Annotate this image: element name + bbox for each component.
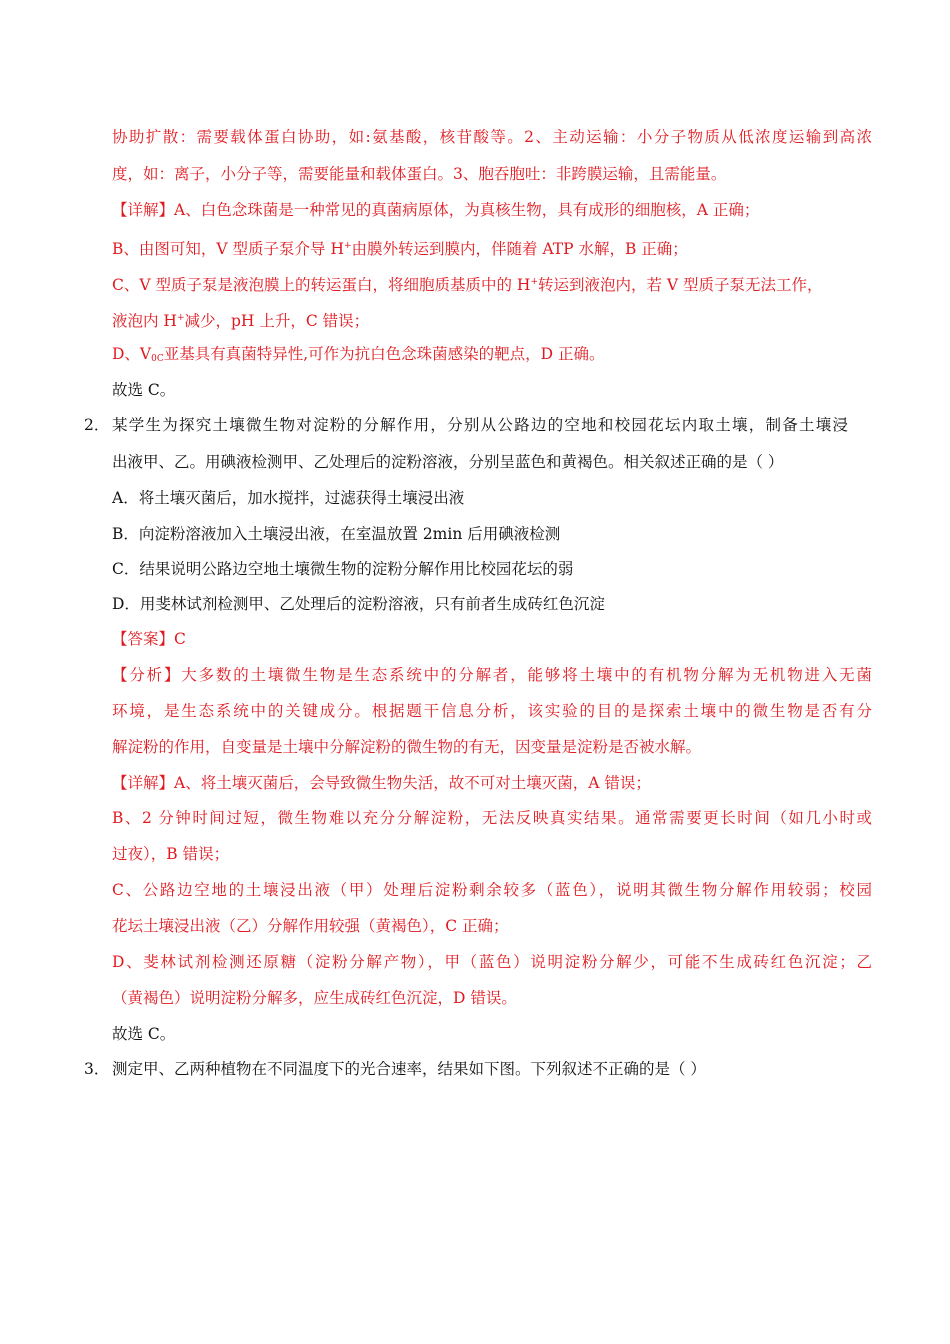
q2-option-c: C．结果说明公路边空地土壤微生物的淀粉分解作用比校园花坛的弱 xyxy=(112,560,574,578)
text-segment: B、由图可知，V 型质子泵介导 H xyxy=(112,240,344,258)
q1-analysis-line-2: 度，如：离子，小分子等，需要能量和载体蛋白。3、胞吞胞吐：非跨膜运输，且需能量。 xyxy=(112,165,727,183)
text-segment: 减少，pH 上升，C 错误； xyxy=(184,312,370,330)
text-segment: C、V 型质子泵是液泡膜上的转运蛋白，将细胞质基质中的 H xyxy=(112,276,531,294)
q1-detail-b xyxy=(112,234,872,261)
q3-stem-line-1: 测定甲、乙两种植物在不同温度下的光合速率，结果如下图。下列叙述不正确的是（ ） xyxy=(112,1060,706,1078)
q2-detail-b-line-1: B、2 分钟时间过短，微生物难以充分分解淀粉，无法反映真实结果。通常需要更长时间（如几小时或 xyxy=(112,809,872,827)
q3-number: 3． xyxy=(84,1060,110,1078)
q2-detail-d-line-2: （黄褐色）说明淀粉分解多，应生成砖红色沉淀，D 错误。 xyxy=(112,989,517,1007)
text-segment: 液泡内 H xyxy=(112,312,177,330)
q2-detail-b-line-2: 过夜），B 错误； xyxy=(112,845,230,863)
q1-conclusion: 故选 C。 xyxy=(112,381,176,399)
text-segment: D、V xyxy=(112,345,152,363)
text-segment: 转运到液泡内，若 V 型质子泵无法工作， xyxy=(537,276,823,294)
text-segment: 亚基具有真菌特异性,可作为抗白色念珠菌感染的靶点，D 正确。 xyxy=(163,345,605,363)
q2-option-b: B．向淀粉溶液加入土壤浸出液，在室温放置 2min 后用碘液检测 xyxy=(112,525,561,543)
subscript: 0C xyxy=(151,354,164,364)
q2-stem-line-1: 某学生为探究土壤微生物对淀粉的分解作用，分别从公路边的空地和校园花坛内取土壤，制备土壤浸 xyxy=(112,416,848,434)
q1-detail-c-line-2 xyxy=(112,306,872,333)
q2-detail-c-line-2: 花坛土壤浸出液（乙）分解作用较强（黄褐色），C 正确； xyxy=(112,917,509,935)
superscript: + xyxy=(530,277,538,287)
q2-conclusion: 故选 C。 xyxy=(112,1025,176,1043)
q2-stem-line-2: 出液甲、乙。用碘液检测甲、乙处理后的淀粉溶液，分别呈蓝色和黄褐色。相关叙述正确的是（ ） xyxy=(112,453,784,471)
q2-analysis-line-3: 解淀粉的作用，自变量是土壤中分解淀粉的微生物的有无，因变量是淀粉是否被水解。 xyxy=(112,738,702,756)
q1-detail-a: 【详解】A、白色念珠菌是一种常见的真菌病原体，为真核生物，具有成形的细胞核，A 正确； xyxy=(112,201,760,219)
q2-analysis-line-2: 环境，是生态系统中的关键成分。根据题干信息分析，该实验的目的是探索土壤中的微生物是否有分 xyxy=(112,702,872,720)
q2-analysis-line-1: 【分析】大多数的土壤微生物是生态系统中的分解者，能够将土壤中的有机物分解为无机物进入无菌 xyxy=(112,666,872,684)
q1-analysis-line-1: 协助扩散：需要载体蛋白协助，如:氨基酸，核苷酸等。2、主动运输：小分子物质从低浓度运输到高浓 xyxy=(112,128,872,146)
text-segment: 由膜外转运到膜内，伴随着 ATP 水解，B 正确； xyxy=(351,240,688,258)
q1-detail-d xyxy=(112,342,872,371)
q2-detail-d-line-1: D、斐林试剂检测还原糖（淀粉分解产物），甲（蓝色）说明淀粉分解少，可能不生成砖红色沉淀；乙 xyxy=(112,953,872,971)
q2-detail-a: 【详解】A、将土壤灭菌后，会导致微生物失活，故不可对土壤灭菌，A 错误； xyxy=(112,774,651,792)
superscript: + xyxy=(176,313,185,323)
superscript: + xyxy=(343,241,352,251)
q2-answer: 【答案】C xyxy=(112,630,186,648)
q1-detail-c-line-1 xyxy=(112,270,872,297)
q2-number: 2． xyxy=(84,416,110,434)
q2-option-a: A．将土壤灭菌后，加水搅拌，过滤获得土壤浸出液 xyxy=(112,489,465,507)
q2-detail-c-line-1: C、公路边空地的土壤浸出液（甲）处理后淀粉剩余较多（蓝色），说明其微生物分解作用较弱；校园 xyxy=(112,881,872,899)
q2-option-d: D．用斐林试剂检测甲、乙处理后的淀粉溶液，只有前者生成砖红色沉淀 xyxy=(112,595,605,613)
